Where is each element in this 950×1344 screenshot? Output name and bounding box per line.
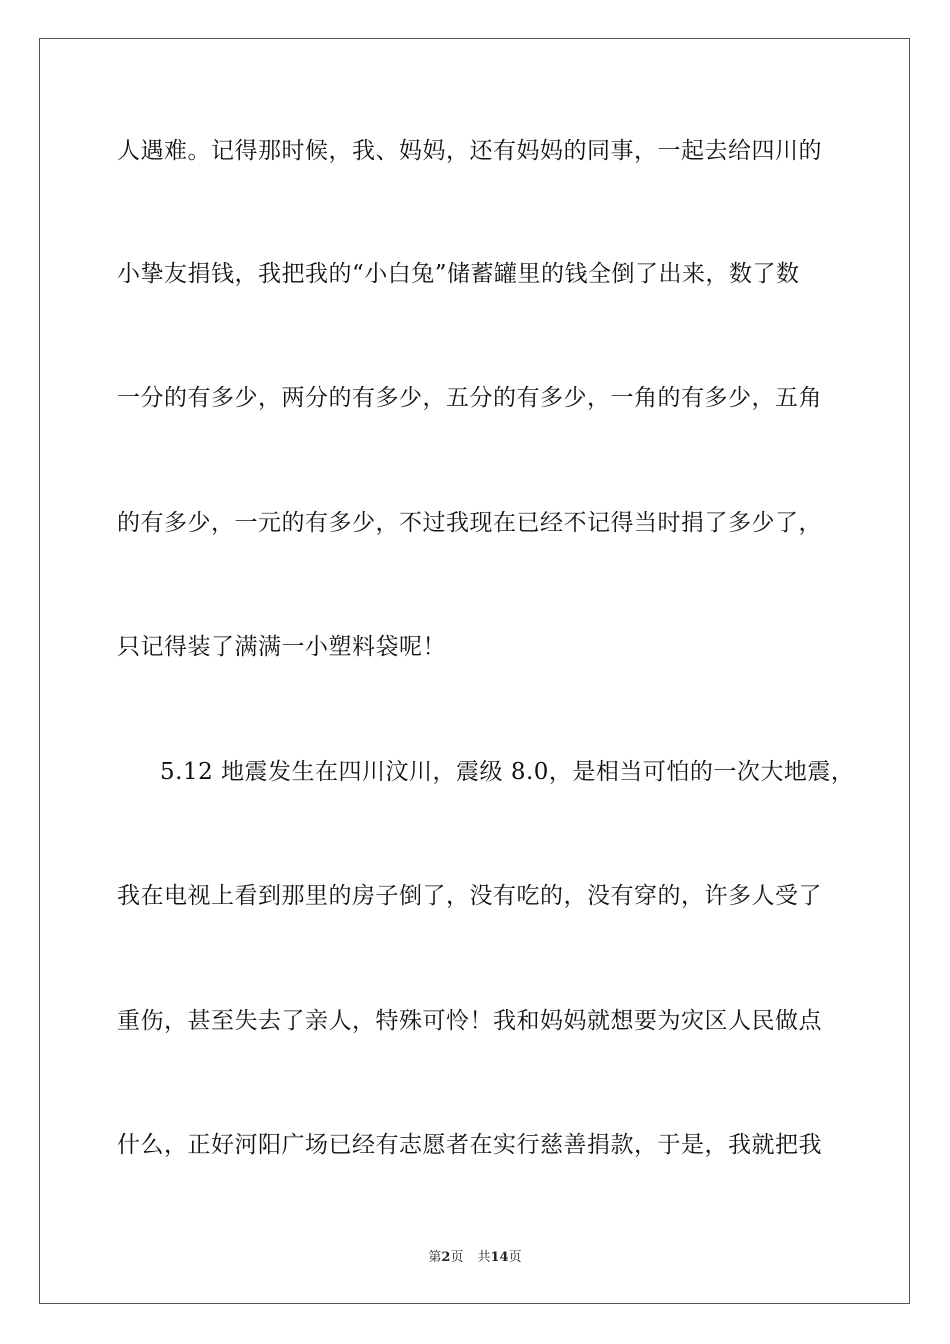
text-line-5: 只记得装了满满一小塑料袋呢！ — [117, 634, 446, 660]
page-label-prefix: 第 — [428, 1250, 442, 1265]
page-border — [39, 38, 910, 1304]
current-page-number: 2 — [441, 1250, 451, 1265]
page-footer — [0, 1246, 950, 1265]
text-line-4: 的有多少，一元的有多少，不过我现在已经不记得当时捐了多少了， — [117, 510, 822, 536]
text-line-8: 重伤，甚至失去了亲人，特殊可怜！我和妈妈就想要为灾区人民做点 — [117, 1008, 822, 1034]
text-line-7: 我在电视上看到那里的房子倒了，没有吃的，没有穿的，许多人受了 — [117, 883, 822, 909]
paragraph-start-line: 5.12 地震发生在四川汶川，震级 8.0，是相当可怕的一次大地震， — [160, 759, 855, 785]
text-line-9: 什么，正好河阳广场已经有志愿者在实行慈善捐款，于是，我就把我 — [117, 1132, 822, 1158]
total-label-unit: 页 — [508, 1250, 522, 1265]
total-label-prefix: 共 — [477, 1250, 491, 1265]
total-page-count: 14 — [490, 1250, 509, 1265]
text-line-3: 一分的有多少，两分的有多少，五分的有多少，一角的有多少，五角 — [117, 385, 822, 411]
page-label-unit: 页 — [450, 1250, 464, 1265]
text-line-2: 小挚友捐钱，我把我的“小白兔”储蓄罐里的钱全倒了出来，数了数 — [117, 261, 800, 287]
text-line-1: 人遇难。记得那时候，我、妈妈，还有妈妈的同事，一起去给四川的 — [117, 138, 822, 164]
